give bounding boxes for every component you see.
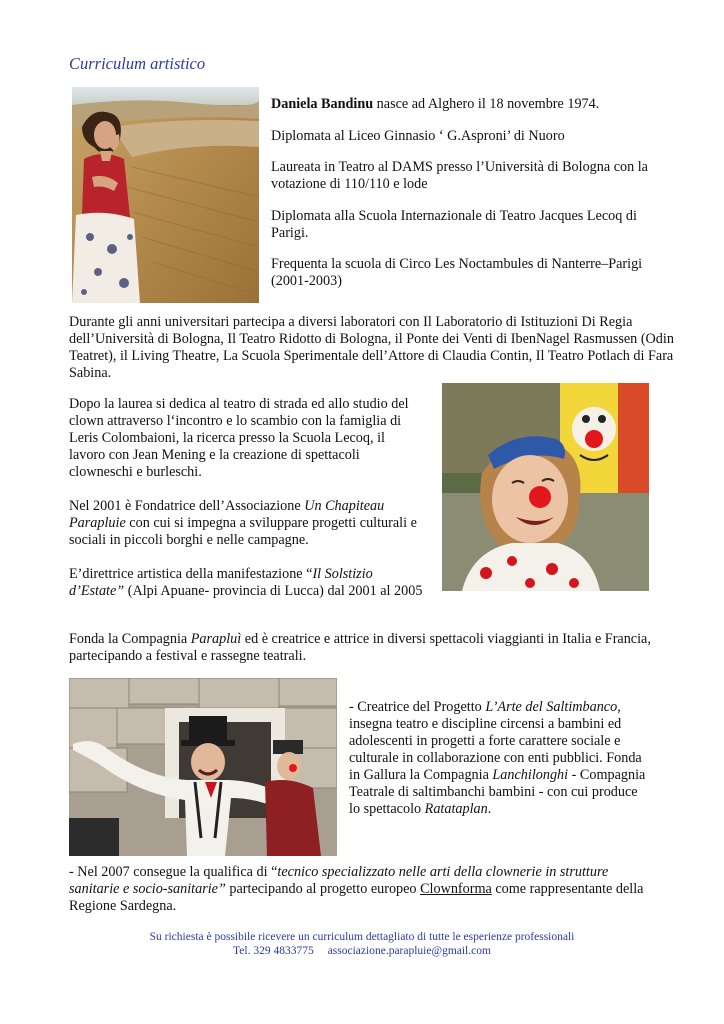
paragraph-university: Durante gli anni universitari partecipa a diversi laboratori con Il Laboratorio di Istituzioni Di Regia dell’Università di Bologna, Il Teatro Ridotto di Bologna, il Ponte dei Venti di IbenNagel Rasmussen (Odin Teatret), il Living Theatre, La Scuola Sperimentale dell’Attore di Claudia Contin, Il Teatro Potlach di Fara Sabina.	[69, 314, 674, 381]
paragraph-saltimbanco: - Creatrice del Progetto L’Arte del Saltimbanco, insegna teatro e discipline circensi a bambini ed adolescenti in progetti a forte carattere sociale e culturale in collaborazione con enti pubblici. Fonda in Gallura la Compagnia Lanchilonghi - Compagnia Teatrale di saltimbanchi bambini - con cui produce lo spettacolo Ratataplan.	[349, 699, 646, 817]
footer-contacts	[60, 944, 664, 958]
intro-line-2: Diplomata al Liceo Ginnasio ‘ G.Asproni’ di Nuoro	[271, 128, 565, 144]
paragraph-laurea: Dopo la laurea si dedica al teatro di strada ed allo studio del clown attraverso l‘incontro e lo scambio con la famiglia di Leris Colombaioni, la ricerca presso la Scuola Lecoq, il lavoro con Jean Mening e la creazione di spettacoli clowneschi e burleschi.	[69, 396, 409, 480]
name: Daniela Bandinu	[271, 96, 374, 112]
footer	[60, 930, 664, 958]
clown-photo	[442, 383, 649, 591]
footer-phone: Tel. 329 4833775	[233, 945, 314, 957]
clownforma-link[interactable]: Clownforma	[420, 881, 492, 897]
intro-line-3: Laureata in Teatro al DAMS presso l’Università di Bologna con la votazione di 110/110 e lode	[271, 159, 648, 192]
paragraph-2001: Nel 2001 è Fondatrice dell’Associazione Un Chapiteau Parapluie con cui si impegna a sviluppare progetti culturali e sociali in piccoli borghi e nelle campagne.	[69, 498, 417, 548]
footer-note: Su richiesta è possibile ricevere un curriculum dettagliato di tutte le esperienze professionali	[149, 931, 575, 943]
paragraph-compagnia: Fonda la Compagnia Parapluì ed è creatrice e attrice in diversi spettacoli viaggianti in Italia e Francia, partecipando a festival e rassegne teatrali.	[69, 631, 651, 664]
street-performers-photo	[69, 678, 337, 856]
footer-email[interactable]: associazione.parapluie@gmail.com	[327, 945, 491, 957]
portrait-field-photo	[72, 87, 259, 303]
paragraph-solstizio: E’direttrice artistica della manifestazione “Il Solstizio d’Estate” (Alpi Apuane- provincia di Lucca) dal 2001 al 2005	[69, 566, 423, 599]
intro-line-1: Daniela Bandinu nasce ad Alghero il 18 novembre 1974.	[271, 96, 600, 112]
page-title: Curriculum artistico	[69, 54, 206, 73]
intro-line-5: Frequenta la scuola di Circo Les Noctambules di Nanterre–Parigi (2001-2003)	[271, 256, 643, 289]
paragraph-2007: - Nel 2007 consegue la qualifica di “tecnico specializzato nelle arti della clownerie in strutture sanitarie e socio-sanitarie” partecipando al progetto europeo Clownforma come rappresentante della Regione Sardegna.	[69, 864, 644, 914]
intro-line-4: Diplomata alla Scuola Internazionale di Teatro Jacques Lecoq di Parigi.	[271, 208, 637, 241]
